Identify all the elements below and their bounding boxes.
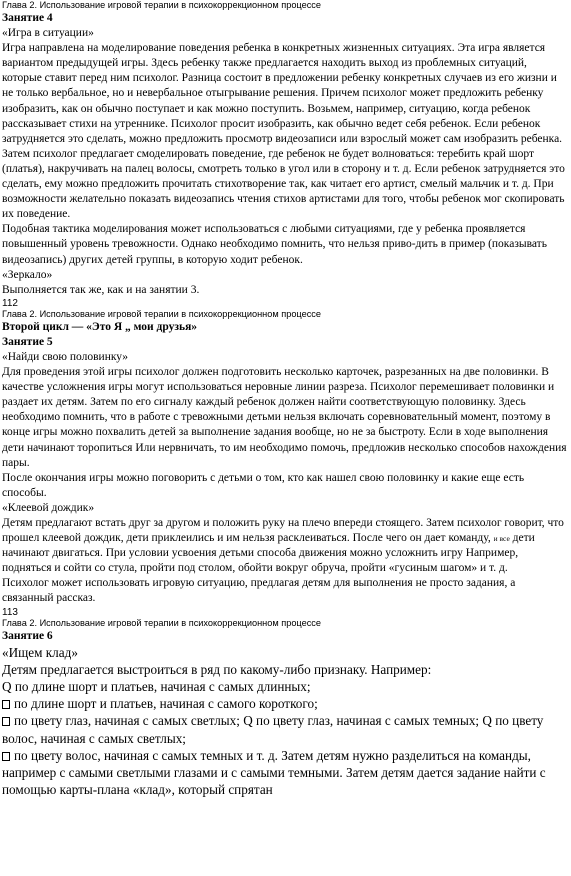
paragraph: Психолог может использовать игровую ситуацию, предлагая детям для выполнения не просто задания, а связанный рассказ. <box>2 577 516 605</box>
paragraph: Подобная тактика моделирования может использоваться с любыми ситуациями, где у ребенка проявляется повышенный уровень тревожности. Однако необходимо помнить, что нельзя приво-дить в пример (показывать видеозапись) других детей группы, в которую ходит ребенок. <box>2 223 547 266</box>
lesson-title: Занятие 4 <box>2 12 53 24</box>
paragraph <box>2 516 569 576</box>
list-item-text: по цвету глаз, начиная с самых светлых; Q по цвету глаз, начиная с самых темных; Q по цвету волос, начиная с самых светлых; <box>2 713 544 746</box>
lesson-title: Занятие 6 <box>2 629 53 642</box>
paragraph: Выполняется так же, как и на занятии 3. <box>2 283 200 296</box>
game-title: «Найди свою половинку» <box>2 350 129 363</box>
game-title: «Ищем клад» <box>2 644 78 660</box>
cycle-title: Второй цикл — «Это Я „ мои друзья» <box>2 320 198 333</box>
paragraph: например с самыми светлыми глазами и с самыми темными. Затем детям дается задание найти с помощью карты-плана «клад», который спрятан <box>2 765 546 798</box>
paragraph: Детям предлагается выстроиться в ряд по какому-либо признаку. Например: <box>2 661 432 677</box>
running-header: Глава 2. Использование игровой терапии в психокоррекционном процессе <box>2 0 321 10</box>
list-item <box>2 695 569 712</box>
game-title: «Зеркало» <box>2 268 53 281</box>
list-item-text: по длине шорт и платьев, начиная с самого короткого; <box>14 696 318 712</box>
checkbox-icon <box>2 752 10 761</box>
lesson-title: Занятие 5 <box>2 335 53 348</box>
paragraph: Игра направлена на моделирование поведения ребенка в конкретных жизненных ситуациях. Эта игра является вариантом предыдущей игры. Здесь ребенку также предлагается находить выход из проблемных ситуаций, которые ставит перед ним психолог. Разница состоит в предложении ребенку конкретных случаев из его жизни и не только вербальное, но и невербальное отыгрывание решения. Причем психолог может предложить ребенку изобразить, как он обычно поступает и как можно поступить. Возьмем, например, ситуацию, когда ребенок рассказывает стихи на утреннике. Психолог просит изобразить, как обычно ведет себя ребенок. Если ребенок затрудняется это сделать, можно предложить просмотр видеозаписи или взрослый может сам изобразить ребенка. Затем психолог предлагает смоделировать поведение, где ребенок не будет волноваться: теребить край шорт (платья), накручивать на палец волосы, смотреть только в угол или в сторону и т. д. Если ребенок затрудняется это сделать, ему можно предложить прочитать стихотворение так, как читает его артист, смелый мальчик и т. д. При возможности желательно показать видеозапись чтения стихов артистами для того, чтобы ребенок мог скопировать их поведение. <box>2 42 565 221</box>
paragraph: Для проведения этой игры психолог должен подготовить несколько карточек, разрезанных на две половинки. В качестве усложнения игры могут использоваться неровные линии разреза. Психолог перемешивает половинки и раздает их детям. Затем по его сигналу каждый ребенок должен найти соответствующую половинку. Здесь необходимо помнить, что в работе с тревожными детьми нельзя включать соревновательный момент, поэтому в конце игры можно похвалить детей за выполнение задания вообще, но не за быстроту. Если в ходе выполнения дети начинают торопиться Или нервничать, то им необходимо помочь, предложив несколько способов нахождения пары. <box>2 366 567 469</box>
game-title: «Клеевой дождик» <box>2 501 95 514</box>
paragraph-text: Детям предлагают встать друг за другом и положить руку на плечо впереди стоящего. Затем психолог говорит, что прошел клеевой дождик, дети приклеились и им нельзя расклеиваться. После чего он дает команду, <box>2 517 564 545</box>
running-header: Глава 2. Использование игровой терапии в психокоррекционном процессе <box>2 308 321 319</box>
game-title: «Игра в ситуации» <box>2 27 94 40</box>
page-number: 113 <box>2 606 18 618</box>
checkbox-icon <box>2 700 10 709</box>
list-item-text: по цвету волос, начиная с самых темных и т. д. Затем детям нужно разделиться на команды, <box>14 747 531 763</box>
paragraph-text: дети начинают двигаться. При условии усвоения детьми способа движения можно усложнить игру Например, подняться и сойти со стула, пройти под столом, обойти вокруг обруча, пройти «гусиным шагом» и т. д. <box>2 532 535 575</box>
list-item <box>2 747 569 764</box>
list-item <box>2 712 569 746</box>
paragraph: После окончания игры можно поговорить с детьми о том, кто как нашел свою половинку и какие еще есть способы. <box>2 471 525 499</box>
inline-small-text: и все <box>493 534 510 544</box>
running-header: Глава 2. Использование игровой терапии в психокоррекционном процессе <box>2 617 321 628</box>
page-number: 112 <box>2 297 18 309</box>
list-item: Q по длине шорт и платьев, начиная с самых длинных; <box>2 679 311 695</box>
checkbox-icon <box>2 717 10 726</box>
